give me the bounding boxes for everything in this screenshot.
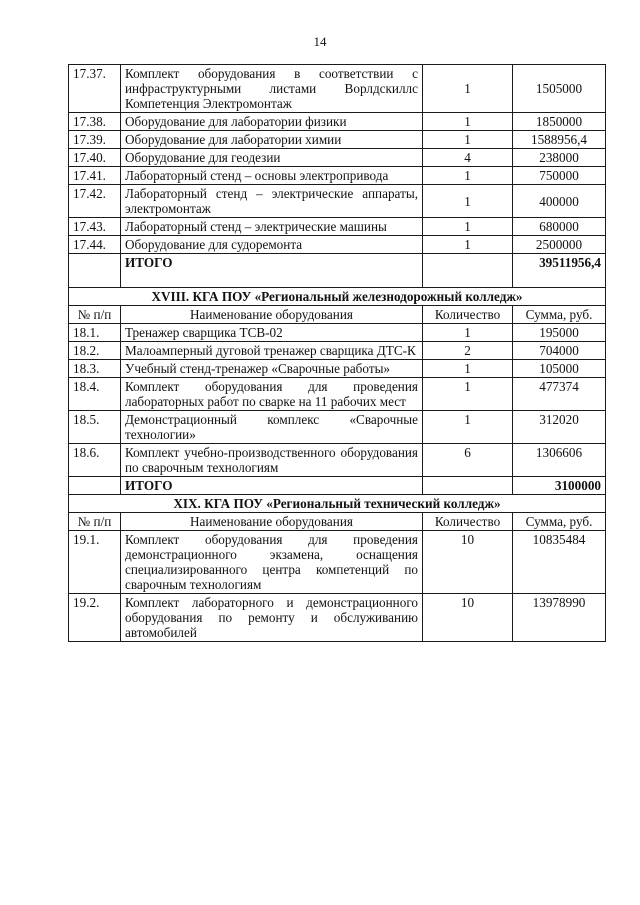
- row-number: 18.6.: [69, 444, 121, 477]
- header-num: № п/п: [69, 513, 121, 531]
- total-label: ИТОГО: [121, 254, 423, 288]
- total-row: [69, 477, 606, 495]
- table-row: [69, 149, 606, 167]
- quantity: 1: [423, 236, 513, 254]
- row-number: 17.41.: [69, 167, 121, 185]
- table-row: [69, 65, 606, 113]
- total-row: [69, 254, 606, 288]
- quantity: 10: [423, 594, 513, 642]
- header-sum: Сумма, руб.: [513, 306, 606, 324]
- row-number: 18.1.: [69, 324, 121, 342]
- table-row: [69, 531, 606, 594]
- equipment-name: Комплект оборудования в соответствии с инфраструктурными листами Ворлдскиллс Компетенция Электромонтаж: [121, 65, 423, 113]
- equipment-name: Комплект оборудования для проведения лабораторных работ по сварке на 11 рабочих мест: [121, 378, 423, 411]
- equipment-table: [68, 64, 606, 642]
- header-sum: Сумма, руб.: [513, 513, 606, 531]
- header-name: Наименование оборудования: [121, 513, 423, 531]
- table-row: [69, 378, 606, 411]
- total-label: ИТОГО: [121, 477, 423, 495]
- equipment-name: Комплект оборудования для проведения демонстрационного экзамена, оснащения специализированного центра компетенций по сварочным технологиям: [121, 531, 423, 594]
- header-qty: Количество: [423, 513, 513, 531]
- header-num: № п/п: [69, 306, 121, 324]
- quantity: 1: [423, 324, 513, 342]
- table-row: [69, 444, 606, 477]
- equipment-name: Лабораторный стенд – электрические аппараты, электромонтаж: [121, 185, 423, 218]
- amount: 680000: [513, 218, 606, 236]
- equipment-name: Лабораторный стенд – основы электропривода: [121, 167, 423, 185]
- amount: 10835484: [513, 531, 606, 594]
- section-heading-row: [69, 495, 606, 513]
- total-amount: 3100000: [513, 477, 606, 495]
- equipment-name: Оборудование для лаборатории химии: [121, 131, 423, 149]
- row-number: 17.44.: [69, 236, 121, 254]
- header-qty: Количество: [423, 306, 513, 324]
- row-number: 18.2.: [69, 342, 121, 360]
- total-amount: 39511956,4: [513, 254, 606, 288]
- quantity: 6: [423, 444, 513, 477]
- row-number: 17.43.: [69, 218, 121, 236]
- table-row: [69, 594, 606, 642]
- table-row: [69, 324, 606, 342]
- quantity: 1: [423, 65, 513, 113]
- row-number: 18.3.: [69, 360, 121, 378]
- column-header-row: [69, 306, 606, 324]
- amount: 1306606: [513, 444, 606, 477]
- table-row: [69, 360, 606, 378]
- amount: 195000: [513, 324, 606, 342]
- table-row: [69, 342, 606, 360]
- quantity: 1: [423, 411, 513, 444]
- amount: 1850000: [513, 113, 606, 131]
- amount: 105000: [513, 360, 606, 378]
- row-number: 18.5.: [69, 411, 121, 444]
- table-row: [69, 113, 606, 131]
- page-number: 14: [313, 34, 327, 49]
- equipment-name: Оборудование для геодезии: [121, 149, 423, 167]
- row-number: 17.38.: [69, 113, 121, 131]
- amount: 238000: [513, 149, 606, 167]
- equipment-name: Лабораторный стенд – электрические машины: [121, 218, 423, 236]
- row-number: 17.39.: [69, 131, 121, 149]
- table-row: [69, 218, 606, 236]
- equipment-name: Учебный стенд-тренажер «Сварочные работы»: [121, 360, 423, 378]
- row-number: 17.42.: [69, 185, 121, 218]
- table-row: [69, 236, 606, 254]
- quantity: 1: [423, 131, 513, 149]
- equipment-name: Комплект учебно-производственного оборудования по сварочным технологиям: [121, 444, 423, 477]
- amount: 1588956,4: [513, 131, 606, 149]
- section-heading-row: [69, 288, 606, 306]
- column-header-row: [69, 513, 606, 531]
- equipment-name: Малоамперный дуговой тренажер сварщика ДТС-К: [121, 342, 423, 360]
- table-row: [69, 131, 606, 149]
- amount: 1505000: [513, 65, 606, 113]
- quantity: 10: [423, 531, 513, 594]
- quantity: 1: [423, 378, 513, 411]
- amount: 400000: [513, 185, 606, 218]
- quantity: 1: [423, 167, 513, 185]
- row-number: 17.40.: [69, 149, 121, 167]
- amount: 750000: [513, 167, 606, 185]
- amount: 312020: [513, 411, 606, 444]
- equipment-name: Тренажер сварщика ТСВ-02: [121, 324, 423, 342]
- header-name: Наименование оборудования: [121, 306, 423, 324]
- amount: 2500000: [513, 236, 606, 254]
- equipment-name: Комплект лабораторного и демонстрационного оборудования по ремонту и обслуживанию автомобилей: [121, 594, 423, 642]
- quantity: 1: [423, 185, 513, 218]
- table-row: [69, 185, 606, 218]
- row-number: 18.4.: [69, 378, 121, 411]
- quantity: 1: [423, 218, 513, 236]
- amount: 13978990: [513, 594, 606, 642]
- table-row: [69, 167, 606, 185]
- equipment-name: Демонстрационный комплекс «Сварочные технологии»: [121, 411, 423, 444]
- row-number: 19.2.: [69, 594, 121, 642]
- table-row: [69, 411, 606, 444]
- quantity: 4: [423, 149, 513, 167]
- section-title: XIX. КГА ПОУ «Региональный технический колледж»: [69, 495, 606, 513]
- quantity: 1: [423, 113, 513, 131]
- equipment-name: Оборудование для лаборатории физики: [121, 113, 423, 131]
- amount: 704000: [513, 342, 606, 360]
- quantity: 1: [423, 360, 513, 378]
- amount: 477374: [513, 378, 606, 411]
- row-number: 17.37.: [69, 65, 121, 113]
- equipment-name: Оборудование для судоремонта: [121, 236, 423, 254]
- quantity: 2: [423, 342, 513, 360]
- section-title: XVIII. КГА ПОУ «Региональный железнодорожный колледж»: [69, 288, 606, 306]
- row-number: 19.1.: [69, 531, 121, 594]
